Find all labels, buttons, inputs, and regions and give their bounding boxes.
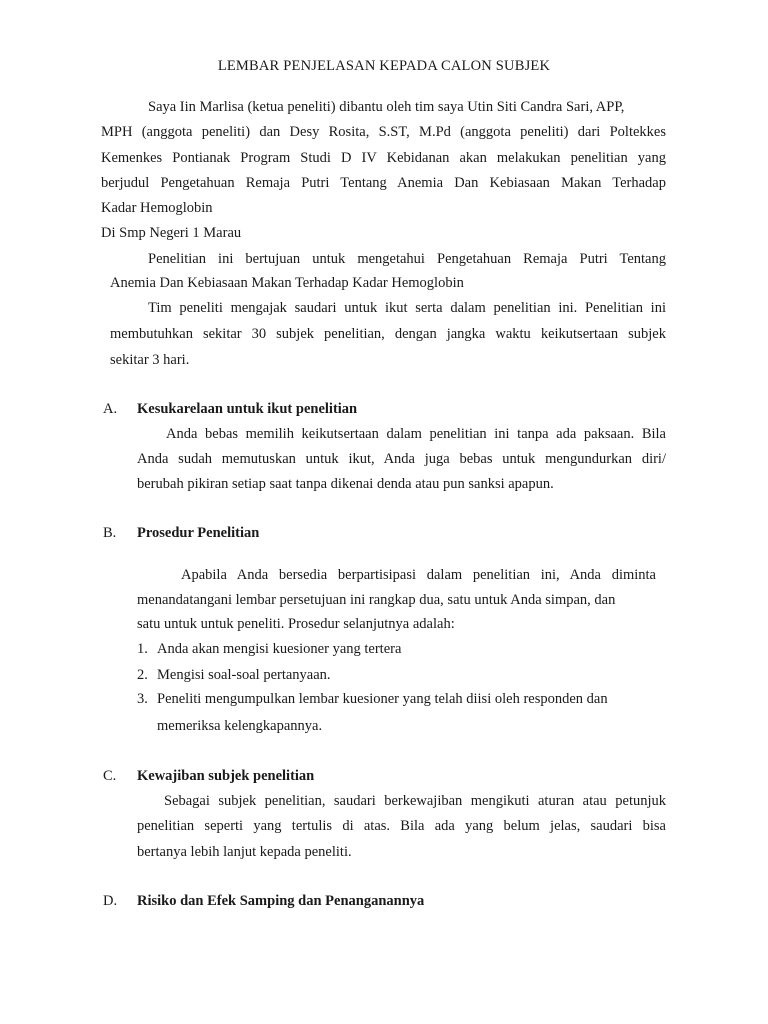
section-letter: C.: [103, 768, 117, 784]
section-heading: Kesukarelaan untuk ikut penelitian: [137, 401, 358, 417]
location-line: Di Smp Negeri 1 Marau: [101, 225, 242, 241]
section-letter: D.: [103, 893, 118, 909]
section-c-line-3: bertanya lebih lanjut kepada peneliti.: [137, 844, 352, 860]
list-item: Peneliti mengumpulkan lembar kuesioner yang telah diisi oleh responden dan: [157, 691, 608, 707]
list-item-number: 3.: [137, 691, 148, 707]
section-a-line-3: berubah pikiran setiap saat tanpa dikenai denda atau pun sanksi apapun.: [137, 476, 554, 492]
purpose-line-2: Anemia Dan Kebiasaan Makan Terhadap Kadar Hemoglobin: [110, 275, 464, 291]
section-heading: Risiko dan Efek Samping dan Penanganannya: [137, 893, 425, 909]
list-item-number: 1.: [137, 641, 148, 657]
intro-line-2: MPH (anggota peneliti) dan Desy Rosita, S.ST, M.Pd (anggota peneliti) dari Poltekkes: [101, 124, 666, 140]
section-c-line-2: penelitian seperti yang tertulis di atas. Bila ada yang belum jelas, saudari bisa: [137, 818, 666, 834]
intro-line-4: berjudul Pengetahuan Remaja Putri Tentang Anemia Dan Kebiasaan Makan Terhadap: [101, 175, 666, 191]
intro-line-5: Kadar Hemoglobin: [101, 200, 213, 216]
list-item-number: 2.: [137, 667, 148, 683]
section-letter: B.: [103, 525, 117, 541]
document-title: LEMBAR PENJELASAN KEPADA CALON SUBJEK: [217, 58, 551, 74]
intro-line-3: Kemenkes Pontianak Program Studi D IV Kebidanan akan melakukan penelitian yang: [101, 150, 666, 166]
section-a-line-2: Anda sudah memutuskan untuk ikut, Anda juga bebas untuk mengundurkan diri/: [137, 451, 666, 467]
purpose-line-1: Penelitian ini bertujuan untuk mengetahui Pengetahuan Remaja Putri Tentang: [148, 251, 666, 267]
list-item: Mengisi soal-soal pertanyaan.: [157, 667, 331, 683]
list-item-continuation: memeriksa kelengkapannya.: [157, 718, 323, 734]
section-heading: Kewajiban subjek penelitian: [137, 768, 315, 784]
invitation-line-2: membutuhkan sekitar 30 subjek penelitian, dengan jangka waktu keikutsertaan subjek: [110, 326, 666, 342]
section-b-line-1: Apabila Anda bersedia berpartisipasi dalam penelitian ini, Anda diminta: [181, 567, 656, 583]
section-b-line-2: menandatangani lembar persetujuan ini rangkap dua, satu untuk Anda simpan, dan: [137, 592, 616, 608]
intro-line-1: Saya Iin Marlisa (ketua peneliti) dibantu oleh tim saya Utin Siti Candra Sari, APP,: [148, 99, 625, 115]
section-c-line-1: Sebagai subjek penelitian, saudari berkewajiban mengikuti aturan atau petunjuk: [164, 793, 666, 809]
invitation-line-1: Tim peneliti mengajak saudari untuk ikut serta dalam penelitian ini. Penelitian ini: [148, 300, 666, 316]
section-b-line-3: satu untuk untuk peneliti. Prosedur selanjutnya adalah:: [137, 616, 455, 632]
section-heading: Prosedur Penelitian: [137, 525, 260, 541]
section-a-line-1: Anda bebas memilih keikutsertaan dalam penelitian ini tanpa ada paksaan. Bila: [166, 426, 666, 442]
list-item: Anda akan mengisi kuesioner yang tertera: [157, 641, 402, 657]
invitation-line-3: sekitar 3 hari.: [110, 352, 190, 368]
section-letter: A.: [103, 401, 118, 417]
